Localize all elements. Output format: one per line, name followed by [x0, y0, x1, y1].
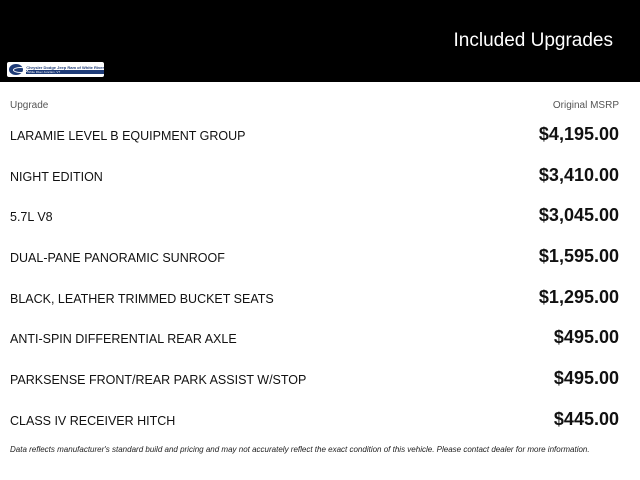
upgrade-name: CLASS IV RECEIVER HITCH: [10, 413, 176, 428]
list-item: [0, 115, 640, 156]
logo-location: White River Junction, VT: [26, 70, 104, 74]
upgrade-price: $445.00: [553, 408, 619, 429]
upgrade-name: ANTI-SPIN DIFFERENTIAL REAR AXLE: [10, 332, 237, 347]
list-item: [0, 237, 640, 278]
upgrade-name: LARAMIE LEVEL B EQUIPMENT GROUP: [10, 129, 246, 143]
upgrade-name: DUAL-PANE PANORAMIC SUNROOF: [10, 251, 225, 266]
dealer-logo: [7, 62, 104, 77]
list-item: [0, 400, 640, 441]
list-item: [0, 359, 640, 400]
upgrade-column-header: Upgrade: [10, 100, 49, 111]
header-bar: [0, 0, 640, 82]
upgrade-name: PARKSENSE FRONT/REAR PARK ASSIST W/STOP: [10, 373, 307, 388]
upgrade-price: $4,195.00: [538, 124, 619, 144]
upgrade-price: $3,045.00: [538, 205, 619, 226]
disclaimer-text: Data reflects manufacturer's standard build and pricing and may not accurately reflect the exact condition of this vehicle. Please contact dealer for more information.: [10, 445, 590, 454]
list-item: [0, 196, 640, 237]
list-item: [0, 278, 640, 319]
upgrades-list: [0, 115, 640, 441]
logo-dealer-name: Chrysler Dodge Jeep Ram of White River: [26, 65, 104, 70]
upgrade-price: $1,295.00: [538, 286, 619, 307]
list-item: [0, 156, 640, 197]
upgrade-name: 5.7L V8: [10, 210, 53, 225]
upgrade-price: $495.00: [553, 368, 619, 389]
upgrade-price: $495.00: [553, 327, 619, 348]
list-item: [0, 318, 640, 359]
msrp-column-header: Original MSRP: [552, 100, 619, 111]
page-title: Included Upgrades: [453, 30, 613, 51]
upgrade-name: NIGHT EDITION: [10, 169, 103, 184]
upgrade-price: $3,410.00: [538, 164, 619, 185]
dealer-emblem-icon: [9, 64, 23, 75]
upgrade-price: $1,595.00: [538, 246, 619, 267]
upgrade-name: BLACK, LEATHER TRIMMED BUCKET SEATS: [10, 291, 274, 306]
